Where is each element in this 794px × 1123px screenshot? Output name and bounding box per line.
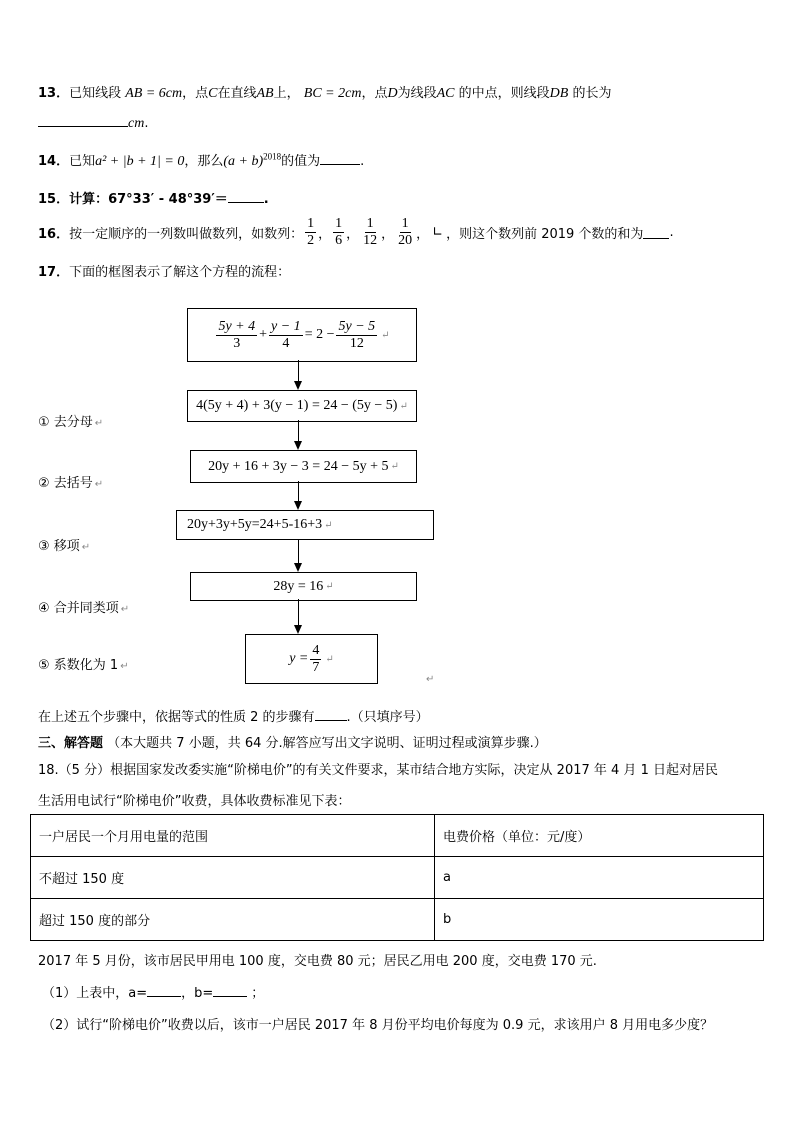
math: a² + |b + 1| = 0 [95,154,185,169]
return-mark: ↵ [324,519,333,531]
text: （2）试行“阶梯电价”收费以后，该市一户居民 2017 年 8 月份平均电价每度为 0.9 元，求该用户 8 月用电多少度？ [42,1018,714,1033]
table-cell: 超过 150 度的部分 [31,899,435,941]
arrow-down-icon [294,381,302,390]
ellipsis: ∟ [432,224,444,240]
section-header [38,732,547,751]
fraction: $\frac{4}{7}$ [312,642,320,675]
answer-blank[interactable] [320,152,360,165]
flow-box-3 [190,450,417,483]
text: ，那么 [184,154,224,169]
table-header: 电费价格（单位：元/度） [435,815,764,857]
text: 在直线 [217,86,257,101]
answer-blank[interactable] [315,708,347,721]
question-number: 13． [38,86,70,101]
arrow-down-icon [294,563,302,572]
text: 18.（5 分）根据国家发改委实施“阶梯电价”的有关文件要求，某市结合地方实际，决定从 2017 年 4 月 1 日起对居民 [38,763,718,778]
return-mark: ↵ [390,461,399,472]
text: 已知 [69,154,96,169]
text: . [669,224,674,240]
flow-box-2 [187,390,417,422]
return-mark: ↵ [399,400,408,412]
text: 2017 年 5 月份，该市居民甲用电 100 度，交电费 80 元；居民乙用电 200 度，交电费 170 元. [38,954,597,969]
step-1: ① 去分母 ↵ [38,415,104,430]
arrow-down-icon [294,501,302,510]
arrow-line [298,420,299,442]
text: ； [251,986,265,1001]
arrow-line [298,599,299,626]
flow-box-4 [176,510,434,540]
equation: 20y+3y+5y=24+5-16+3 [187,517,323,532]
text: 按一定顺序的一列数叫做数列，如数列： [69,226,304,242]
answer-blank[interactable] [228,190,264,203]
text: 生活用电试行“阶梯电价”收费，具体收费标准见下表： [38,794,351,809]
arrow-down-icon [294,625,302,634]
flow-box-1 [187,308,417,362]
return-mark: ↵ [325,581,334,592]
table-header-row [31,815,764,857]
question-18-intro-2 [38,790,350,809]
fraction: $\frac{1}{2}$ [307,215,315,248]
math: D [387,86,398,101]
math: BC = 2cm [303,86,362,101]
return-mark: ↵ [325,653,334,665]
fraction: $\frac{1}{6}$ [335,215,343,248]
text: 上， [273,86,300,101]
price-table [30,814,764,941]
arrow-down-icon [294,441,302,450]
text: . [263,192,269,207]
table-row [31,899,764,941]
arrow-line [298,540,299,564]
text: 计算：67°33′ - 48°39′＝ [69,192,228,207]
arrow-line [298,360,299,382]
answer-blank-b[interactable] [213,984,247,997]
text: （1）上表中，a= [42,986,148,1001]
operator: = 2 − [304,327,335,342]
fraction: $\frac{y - 1}{4}$ [271,318,301,351]
math: DB [549,86,569,101]
math: AC [436,86,455,101]
question-18-intro-1 [38,759,718,778]
text: 在上述五个步骤中，依据等式的性质 2 的步骤有 [38,710,315,725]
text: 的值为 [281,154,321,169]
operator: + [259,327,268,342]
answer-blank[interactable] [38,114,128,127]
question-13 [38,82,611,102]
text: 的中点，则线段 [458,86,550,101]
separator: ， [381,226,395,242]
text: .（只填序号） [346,710,429,725]
step-3: ③ 移项 ↵ [38,539,91,554]
return-mark: ↵ [426,674,435,685]
fraction: $\frac{5y + 4}{3}$ [218,318,256,351]
text: 为线段 [397,86,437,101]
text: 下面的框图表示了解这个方程的流程： [69,265,291,280]
question-15 [38,188,269,207]
equation: 20y + 16 + 3y − 3 = 24 − 5y + 5 [208,458,389,474]
flow-box-6 [245,634,378,684]
separator: ， [416,226,430,242]
text: ，b= [181,986,214,1001]
question-13-answer-line [38,114,148,132]
text: . [144,116,149,131]
answer-blank[interactable] [643,226,669,239]
math: AB = 6cm [125,86,183,101]
equation: 4(5y + 4) + 3(y − 1) = 24 − (5y − 5) [196,398,398,413]
text: 已知线段 [69,86,122,101]
step-5: ⑤ 系数化为 1 ↵ [38,658,129,673]
math: C [208,86,218,101]
section-title: 三、解答题 [38,736,104,751]
return-mark: ↵ [381,329,390,341]
table-cell: 不超过 150 度 [31,857,435,899]
unit: cm [128,116,145,131]
table-header: 一户居民一个月用电量的范围 [31,815,435,857]
fraction: $\frac{5y - 5}{12}$ [338,318,376,351]
exponent: 2018 [263,151,282,162]
table-cell: a [435,857,764,899]
text: ，则这个数列前 2019 个数的和为 [446,226,644,242]
table-cell: b [435,899,764,941]
question-17 [38,261,290,280]
flow-box-5 [190,572,417,601]
fraction: $\frac{1}{12}$ [363,215,378,248]
text: . [360,154,365,169]
question-number: 15． [38,192,70,207]
fraction: $\frac{1}{20}$ [398,215,413,248]
arrow-line [298,481,299,502]
question-number: 16． [38,226,70,242]
step-4: ④ 合并同类项 ↵ [38,601,130,616]
question-14 [38,150,364,170]
math: AB [256,86,274,101]
text: ，点 [182,86,209,101]
equation: 28y = 16 [273,578,324,594]
question-18-info [38,950,597,969]
separator: ， [318,226,332,242]
question-16 [38,214,674,250]
question-18-sub-2 [42,1014,713,1033]
text: 的长为 [572,86,612,101]
math: (a + b) [223,154,264,169]
answer-blank-a[interactable] [147,984,181,997]
separator: ， [346,226,360,242]
question-number: 17． [38,265,70,280]
question-17-prompt [38,706,429,725]
question-number: 14． [38,154,70,169]
section-description: （本大题共 7 小题，共 64 分.解答应写出文字说明、证明过程或演算步骤.） [107,736,547,751]
equation-lhs: y = [289,651,309,666]
table-row [31,857,764,899]
text: ，点 [361,86,388,101]
question-18-sub-1 [42,982,264,1001]
step-2: ② 去括号 ↵ [38,476,104,491]
